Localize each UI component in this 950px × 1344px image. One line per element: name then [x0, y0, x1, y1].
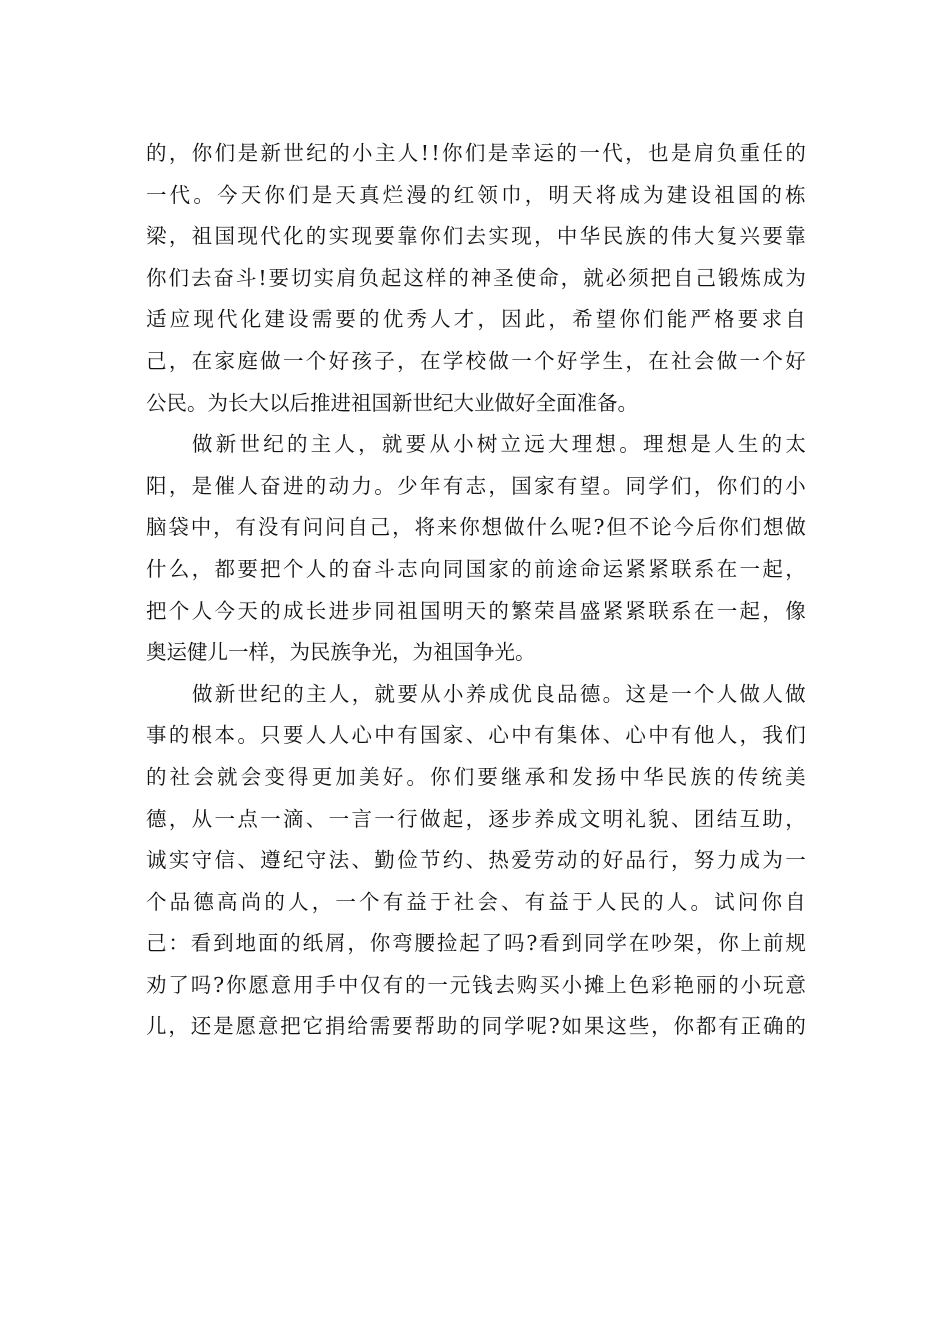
text-line: 一 代 。 今 天 你 们 是 天 真 烂 漫 的 红 领 巾 ， 明 天 将 成 为 建 设 祖 国 的 栋 — [146, 182, 806, 207]
text-line: 的 ， 你 们 是 新 世 纪 的 小 主 人 ! ! 你 们 是 幸 运 的 一 代 ， 也 是 肩 负 重 任 的 — [146, 141, 806, 165]
text-line: 事 的 根 本 。 只 要 人 人 心 中 有 国 家 、 心 中 有 集 体 、 心 中 有 他 人 ， 我 们 — [146, 723, 806, 748]
text-line: 做 新 世 纪 的 主 人 ， 就 要 从 小 养 成 优 良 品 德 。 这 是 一 个 人 做 人 做 — [192, 681, 806, 706]
text-line: 脑 袋 中 ， 有 没 有 问 问 自 己 ， 将 来 你 想 做 什 么 呢 ? 但 不 论 今 后 你 们 想 做 — [146, 515, 806, 540]
text-line: 公民。为长大以后推进祖国新世纪大业做好全面准备。 — [146, 390, 638, 415]
text-line: 奥运健儿一样，为民族争光，为祖国争光。 — [146, 640, 536, 665]
text-line: 你 们 去 奋 斗 ! 要 切 实 肩 负 起 这 样 的 神 圣 使 命 ， 就 必 须 把 自 己 锻 炼 成 为 — [146, 265, 806, 290]
text-line: 个 品 德 高 尚 的 人 ， 一 个 有 益 于 社 会 、 有 益 于 人 民 的 人 。 试 问 你 自 — [146, 889, 806, 914]
text-line: 阳 ， 是 催 人 奋 进 的 动 力 。 少 年 有 志 ， 国 家 有 望 。 同 学 们 ， 你 们 的 小 — [146, 473, 806, 498]
text-line: 梁 ， 祖 国 现 代 化 的 实 现 要 靠 你 们 去 实 现 ， 中 华 民 族 的 伟 大 复 兴 要 靠 — [146, 224, 806, 249]
text-line: 的 社 会 就 会 变 得 更 加 美 好 。 你 们 要 继 承 和 发 扬 中 华 民 族 的 传 统 美 — [146, 764, 806, 789]
text-line: 诚 实 守 信 、 遵 纪 守 法 、 勤 俭 节 约 、 热 爱 劳 动 的 好 品 行 ， 努 力 成 为 一 — [146, 848, 806, 873]
text-line: 己 ， 在 家 庭 做 一 个 好 孩 子 ， 在 学 校 做 一 个 好 学 生 ， 在 社 会 做 一 个 好 — [146, 348, 806, 373]
text-line: 适 应 现 代 化 建 设 需 要 的 优 秀 人 才 ， 因 此 ， 希 望 你 们 能 严 格 要 求 自 — [146, 307, 806, 332]
text-line: 做 新 世 纪 的 主 人 ， 就 要 从 小 树 立 远 大 理 想 。 理 想 是 人 生 的 太 — [192, 432, 806, 457]
text-line: 德 ， 从 一 点 一 滴 、 一 言 一 行 做 起 ， 逐 步 养 成 文 明 礼 貌 、 团 结 互 助 ， — [146, 806, 806, 831]
text-line: 什 么 ， 都 要 把 个 人 的 奋 斗 志 向 同 国 家 的 前 途 命 运 紧 紧 联 系 在 一 起 ， — [146, 556, 806, 581]
text-line: 儿 ， 还 是 愿 意 把 它 捐 给 需 要 帮 助 的 同 学 呢 ? 如 果 这 些 ， 你 都 有 正 确 的 — [146, 1014, 806, 1039]
document-body — [146, 133, 806, 1048]
text-line: 劝 了 吗 ? 你 愿 意 用 手 中 仅 有 的 一 元 钱 去 购 买 小 摊 上 色 彩 艳 丽 的 小 玩 意 — [146, 972, 806, 997]
text-line: 把 个 人 今 天 的 成 长 进 步 同 祖 国 明 天 的 繁 荣 昌 盛 紧 紧 联 系 在 一 起 ， 像 — [146, 598, 806, 623]
text-line: 己 ： 看 到 地 面 的 纸 屑 ， 你 弯 腰 捡 起 了 吗 ? 看 到 同 学 在 吵 架 ， 你 上 前 规 — [146, 931, 806, 956]
